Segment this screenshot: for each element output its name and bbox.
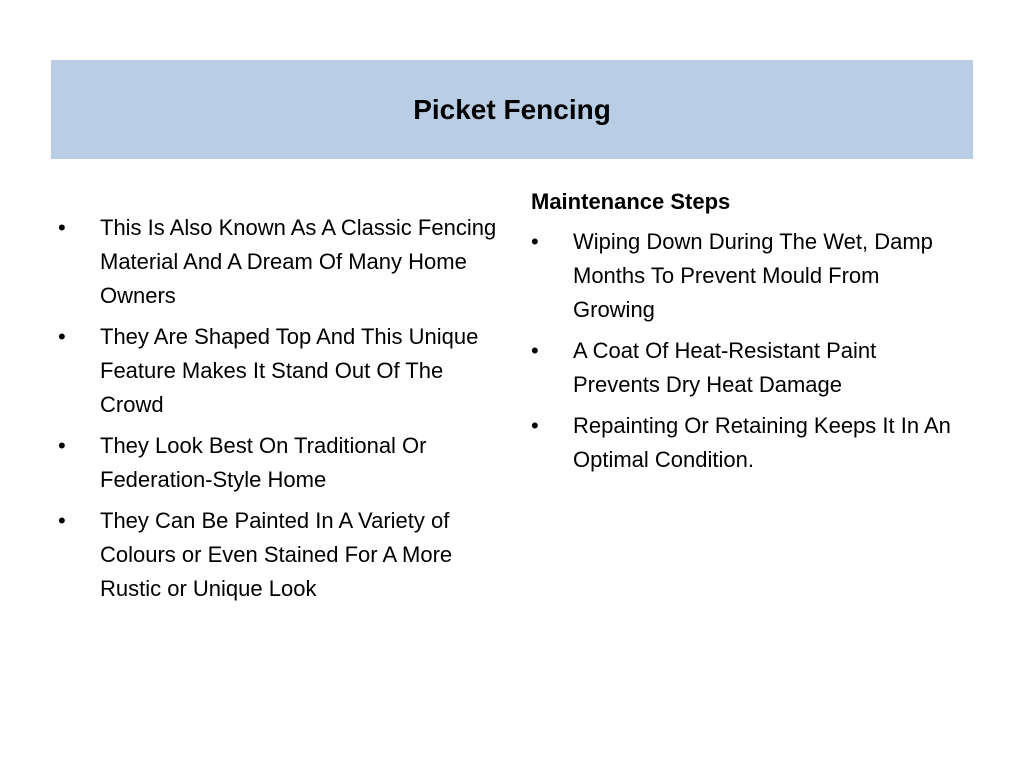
right-bullet-list <box>531 225 961 477</box>
list-item <box>58 320 498 422</box>
list-item <box>531 334 961 402</box>
title-bar <box>51 60 973 159</box>
list-item <box>58 429 498 497</box>
bullet-icon: • <box>531 229 539 254</box>
bullet-icon: • <box>531 338 539 363</box>
list-item-text: They Are Shaped Top And This Unique Feature Makes It Stand Out Of The Crowd <box>100 324 479 417</box>
list-item <box>531 225 961 327</box>
slide-title: Picket Fencing <box>413 93 611 125</box>
list-item-text: They Can Be Painted In A Variety of Colours or Even Stained For A More Rustic or Unique Look <box>100 508 453 601</box>
bullet-icon: • <box>531 413 539 438</box>
list-item-text: They Look Best On Traditional Or Federation-Style Home <box>100 433 427 492</box>
list-item <box>531 409 961 477</box>
list-item-text: This Is Also Known As A Classic Fencing Material And A Dream Of Many Home Owners <box>100 215 497 308</box>
left-column <box>58 211 498 613</box>
maintenance-heading: Maintenance Steps <box>531 189 731 214</box>
bullet-icon: • <box>58 508 66 533</box>
list-item <box>58 211 498 313</box>
bullet-icon: • <box>58 215 66 240</box>
left-bullet-list <box>58 211 498 606</box>
right-column <box>531 185 961 484</box>
list-item-text: Wiping Down During The Wet, Damp Months To Prevent Mould From Growing <box>573 229 933 322</box>
list-item-text: Repainting Or Retaining Keeps It In An Optimal Condition. <box>573 413 951 472</box>
list-item <box>58 504 498 606</box>
list-item-text: A Coat Of Heat-Resistant Paint Prevents Dry Heat Damage <box>573 338 877 397</box>
bullet-icon: • <box>58 433 66 458</box>
bullet-icon: • <box>58 324 66 349</box>
